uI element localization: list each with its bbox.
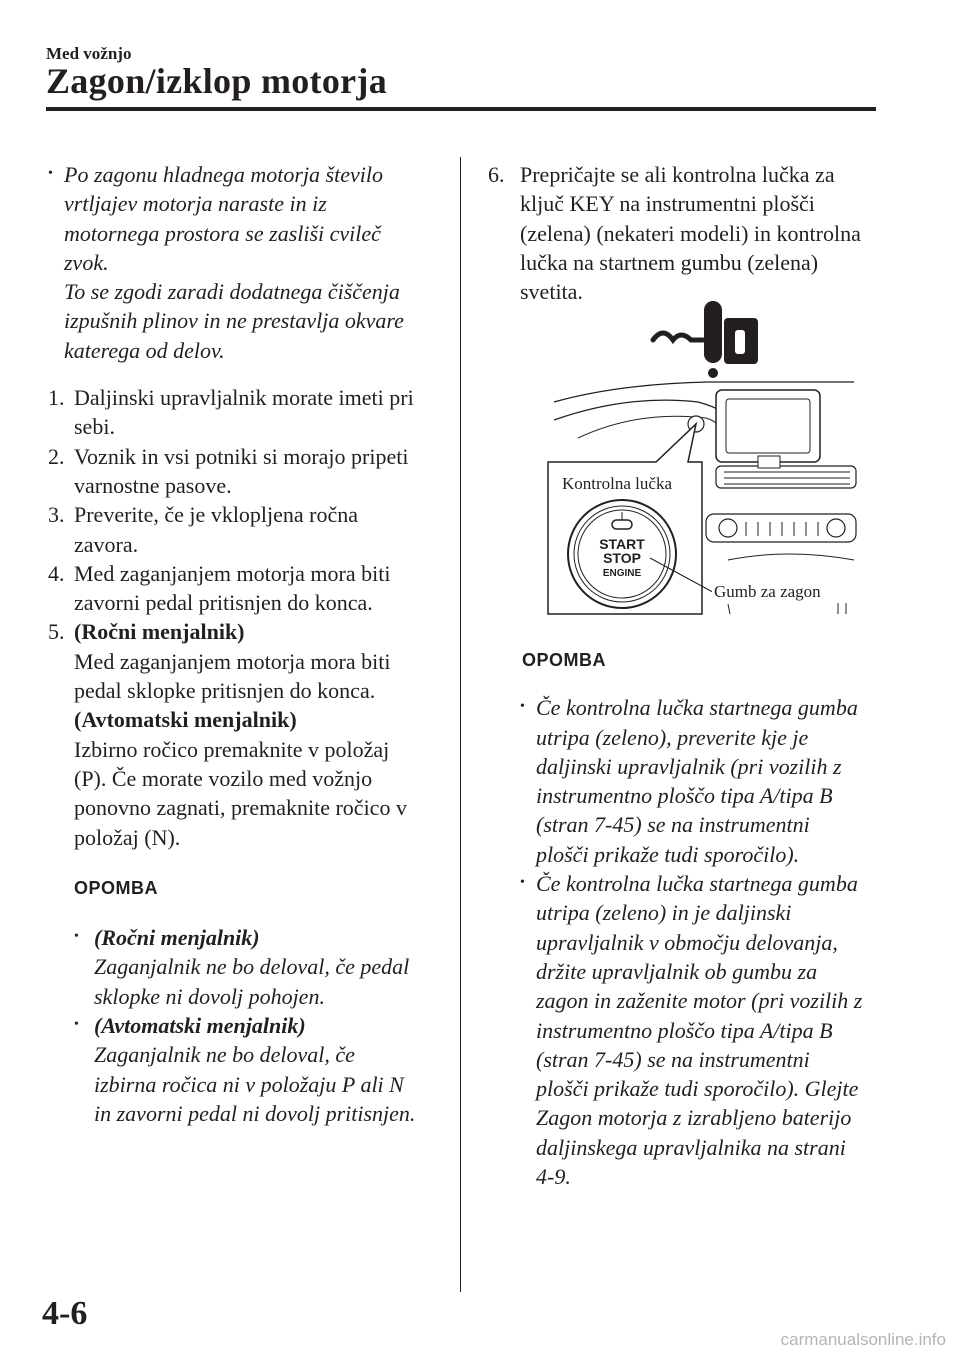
page-title: Zagon/izklop motorja (46, 61, 388, 101)
step-line: Izbirno ročico premaknite v položaj (74, 736, 390, 762)
intro-note-line: • Po zagonu hladnega motorja število (64, 162, 383, 187)
step-line: pedal sklopke pritisnjen do konca. (74, 678, 376, 704)
note-indicator-flashing (520, 693, 890, 869)
step-number: 4. (48, 560, 65, 586)
step-line: (P). Če morate vozilo med vožnjo (74, 765, 373, 791)
right-column (488, 160, 888, 306)
note-line: Zaganjalnik ne bo deloval, če (94, 1042, 355, 1068)
step-number: 5. (48, 619, 65, 645)
section-label: Med vožnjo (46, 44, 132, 63)
intro-note-line: To se zgodi zaradi dodatnega čiščenja (64, 279, 400, 305)
note-line: • Če kontrolna lučka startnega gumba (536, 695, 858, 721)
note-line: upravljalnik v območju delovanja, (536, 929, 838, 955)
watermark[interactable]: carmanualsonline.info (780, 1330, 946, 1349)
step-number: 6. (488, 162, 505, 187)
note-heading: OPOMBA (74, 877, 158, 898)
intro-note-line: izpušnih plinov in ne prestavlja okvare (64, 308, 404, 334)
note-manual (74, 923, 448, 1011)
step-5 (48, 617, 448, 1128)
step-line: lučka na startnem gumbu (zelena) (520, 249, 819, 275)
step-line: položaj (N). (74, 824, 181, 850)
step-number: 1. (48, 385, 65, 411)
title-rule (46, 107, 876, 111)
step-line: varnostne pasove. (74, 472, 232, 498)
step-line: Med zaganjanjem motorja mora biti (74, 648, 391, 674)
note-line: Zagon motorja z izrabljeno baterijo (536, 1105, 852, 1131)
step-line: zavora. (74, 531, 139, 557)
figure-label-indicator: Kontrolna lučka (562, 474, 672, 493)
step-line: sebi. (74, 414, 115, 440)
step-number: 2. (48, 443, 65, 469)
note-auto (74, 1011, 448, 1128)
note-heading: OPOMBA (522, 650, 606, 670)
step-line: (zelena) (nekateri modeli) in kontrolna (520, 220, 861, 246)
left-column (48, 160, 448, 1128)
step-number: 3. (48, 502, 65, 528)
note-indicator-in-range (520, 869, 890, 1191)
figure-label-button: Gumb za zagon (714, 582, 821, 601)
step-line: Voznik in vsi potniki si morajo pripeti (74, 443, 409, 469)
note-line: (stran 7-45) se na instrumentni (536, 812, 810, 838)
note-line: • Če kontrolna lučka startnega gumba (536, 871, 858, 897)
column-divider (460, 157, 461, 1292)
step-line: Preverite, če je vklopljena ročna (74, 502, 359, 528)
intro-note-line: katerega od delov. (64, 337, 225, 363)
step-line: Med zaganjanjem motorja mora biti (74, 560, 391, 586)
step-line: Prepričajte se ali kontrolna lučka za (520, 162, 835, 187)
start-button-figure (538, 298, 860, 618)
note-line: instrumentno ploščo tipa A/tipa B (536, 1017, 833, 1043)
note-heading-auto: • (Avtomatski menjalnik) (94, 1013, 306, 1039)
step-3 (48, 500, 448, 559)
page-number: 4-6 (42, 1295, 88, 1332)
auto-heading: (Avtomatski menjalnik) (74, 707, 297, 733)
intro-note-line: motornega prostora se zasliši cvileč (64, 220, 381, 246)
intro-note-line: vrtljajev motorja naraste in iz (64, 191, 327, 217)
note-line: utripa (zeleno), preverite kje je (536, 724, 809, 750)
note-line: plošči prikaže tudi sporočilo). Glejte (536, 1076, 859, 1102)
dashboard-illustration (538, 298, 860, 618)
note-line: plošči prikaže tudi sporočilo). (536, 841, 800, 867)
step-4 (48, 559, 448, 618)
step-2 (48, 442, 448, 501)
note-line: daljinskega upravljalnika na strani (536, 1134, 846, 1160)
key-warning-icon (653, 301, 758, 378)
step-line: ponovno zagnati, premaknite ročico v (74, 795, 407, 821)
intro-note (48, 160, 448, 365)
note-line: daljinski upravljalnik (pri vozilih z (536, 753, 842, 779)
note-line: držite upravljalnik ob gumbu za (536, 958, 818, 984)
note-line: instrumentno ploščo tipa A/tipa B (536, 783, 833, 809)
note-heading-manual: • (Ročni menjalnik) (94, 925, 260, 951)
note-line: 4-9. (536, 1164, 571, 1190)
step-line: Daljinski upravljalnik morate imeti pri (74, 385, 414, 411)
intro-note-line: zvok. (64, 249, 109, 275)
manual-heading: (Ročni menjalnik) (74, 619, 245, 645)
button-text-engine: ENGINE (602, 568, 642, 579)
step-line: svetita. (520, 279, 583, 305)
step-line: ključ KEY na instrumentni plošči (520, 191, 815, 217)
button-text-start: START (599, 536, 645, 552)
note-line: izbirna ročica ni v položaju P ali N (94, 1071, 404, 1097)
note-line: sklopke ni dovolj pohojen. (94, 983, 325, 1009)
note-line: in zavorni pedal ni dovolj pritisnjen. (94, 1100, 416, 1126)
note-line: utripa (zeleno) in je daljinski (536, 900, 792, 926)
step-1 (48, 383, 448, 442)
step-6 (488, 160, 888, 306)
right-notes (520, 646, 890, 1191)
button-text-stop: STOP (603, 550, 641, 566)
note-line: zagon in zaženite motor (pri vozilih z (536, 988, 863, 1014)
note-line: (stran 7-45) se na instrumentni (536, 1046, 810, 1072)
note-line: Zaganjalnik ne bo deloval, če pedal (94, 954, 410, 980)
step-line: zavorni pedal pritisnjen do konca. (74, 590, 373, 616)
